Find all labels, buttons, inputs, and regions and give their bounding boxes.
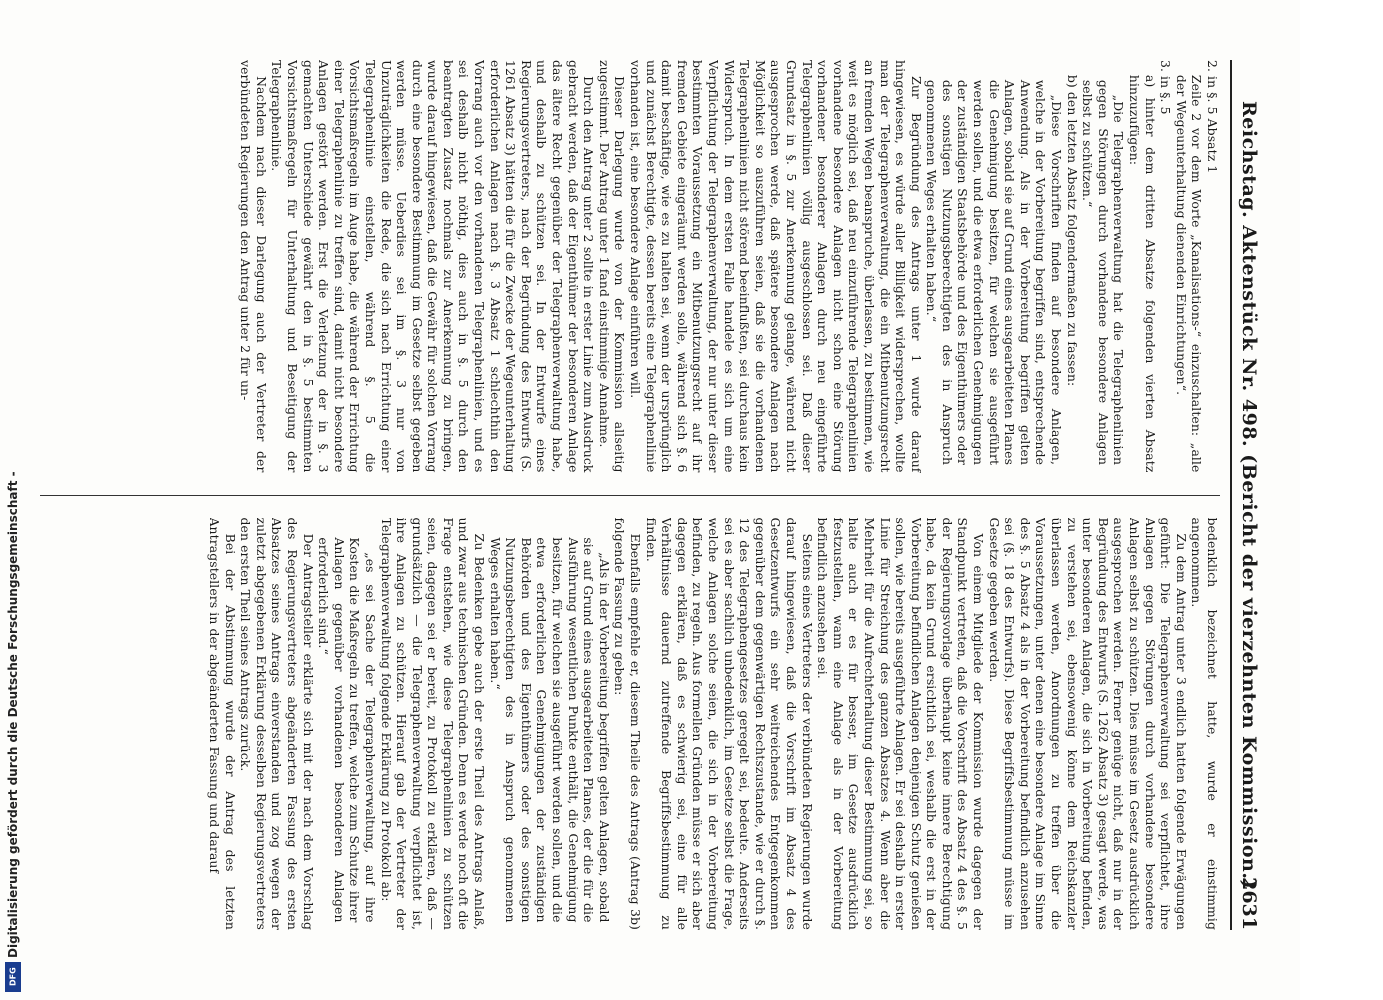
- paragraph: Zu Bedenken gebe auch der erste Theil des Antrags Anlaß, und zwar aus technischen Gründen. Denn es werde noch oft die Frage entstehen, wie diese Telegraphenlinien zu schützen seien, dagegen sei er bereit, zu Protokoll zu erklären, daß — grundsätzlich — die Telegraphenverwaltung verpflichtet ist, ihre Anlagen zu schützen. Hierauf gab der Vertreter der Telegraphenverwaltung folgende Erklärung zu Protokoll ab:: [378, 517, 488, 930]
- paragraph: Ebenfalls empfehle er, diesem Theile des Antrags (Antrag 3b) folgende Fassung zu geben:: [612, 517, 644, 930]
- right-column: [40, 518, 1220, 931]
- digitization-notice: [2, 74, 24, 994]
- dfg-logo: DFG: [5, 962, 21, 992]
- text-columns: [40, 60, 1220, 930]
- paragraph: 3. in §. 5: [1158, 60, 1174, 115]
- paragraph: Zu dem Antrag unter 3 endlich hatten folgende Erwägungen geführt: Die Telegraphenverwaltung sei verpflichtet, ihre Anlagen gegen Störungen durch vorhandene besondere Anlagen selbst zu schützen. Dies müsse im Gesetz ausdrücklich ausgesprochen werden. Ferner genüge nicht, daß nur in der Begründung des Entwurfs (S. 1262 Absatz 3) gesagt werde, was unter besonderen Anlagen, die sich in Vorbereitung befinden, zu verstehen sei, ebensowenig könne dem Reichskanzler überlassen werden, Anordnungen zu treffen über die Voraussetzungen, unter denen eine besondere Anlage im Sinne des §. 5 Absatz 4 als in der Vorbereitung befindlich anzusehen sei (§. 18 des Entwurfs). Diese Begriffsbestimmung müsse im Gesetze gegeben werden.: [986, 517, 1189, 930]
- paragraph: Von einem Mitgliede der Kommission wurde dagegen der Standpunkt vertreten, daß die Vorschrift des Absatz 4 des §. 5 der Regierungsvorlage überhaupt keine innere Berechtigung habe, da kein Grund ersichtlich sei, weshalb die erst in der Vorbereitung befindlichen Anlagen denjenigen Schutz genießen sollen, wie bereits ausgeführte Anlagen. Er sei deshalb in erster Linie für Streichung des ganzen Absatzes 4. Wenn aber die Mehrheit für die Aufrechterhaltung dieser Bestimmung sei, so halte auch er es für besser, im Gesetze ausdrücklich festzustellen, wann eine Anlage als in der Vorbereitung befindlich anzusehen sei.: [815, 517, 987, 930]
- paragraph: a) hinter dem dritten Absatze folgenden vierten Absatz hinzuzufügen:: [1127, 74, 1158, 473]
- paragraph: Dieser Darlegung wurde von der Kommission allseitig zugestimmt. Der Antrag unter 1 fand einstimmige Annahme.: [596, 60, 628, 473]
- paragraph: Zur Begründung des Antrags unter 1 wurde darauf hingewiesen, es würde aller Billigkeit widersprechen, wollte man der Telegraphenverwaltung, die ein Mitbenutzungsrecht an fremden Wegen beanspruche, überlassen, zu bestimmen, wie weit es möglich sei, daß neu einzuführende Telegraphenlinien vorhandene besondere Anlagen nicht schon eine Störung vorhandener besonderer Anlagen durch neu eingeführte Telegraphenlinien völlig ausgeschlossen sei. Daß dieser Grundsatz in §. 5 zur Anerkennung gelange, während nicht ausgesprochen werde, daß spätere besondere Anlagen nach Möglichkeit so auszuführen seien, daß sie die vorhandenen Telegraphenlinien nicht störend beeinflußten, sei durchaus kein Widerspruch. In dem ersten Falle handele es sich um eine Verpflichtung der Telegraphenverwaltung, der nur unter dieser bestimmten Voraussetzung ein Mitbenutzungsrecht auf ihr fremden Gebiete eingeräumt werden solle, während sich §. 6 damit beschäftige, wie es zu halten sei, wenn der ursprünglich und zunächst Berechtigte, dessen bereits eine Telegraphenlinie vorhanden ist, eine besondere Anlage einführen will.: [628, 60, 924, 473]
- paragraph: Seitens eines Vertreters der verbündeten Regierungen wurde darauf hingewiesen, daß die Vorschrift im Absatz 4 des Gesetzentwurfs ein sehr weitreichendes Entgegenkommen gegenüber dem gegenwärtigen Rechtszustande, wie er durch §. 12 des Telegraphengesetzes geregelt sei, bedeute. Anderseits sei es aber sachlich unbedenklich, im Gesetze selbst die Frage, welche Anlagen solche seien, die sich in der Vorbereitung befinden, zu regeln. Aus formellen Gründen müsse er sich aber dagegen erklären, daß es schwierig sei, eine für alle Verhältnisse dauernd zutreffende Begriffsbestimmung zu finden.: [643, 517, 815, 930]
- paragraph: Durch den Antrag unter 2 sollte in erster Linie zum Ausdruck gebracht werden, daß der Eigenthümer der besonderen Anlage das ältere Recht gegenüber der Telegraphenverwaltung habe, und deshalb zu schützen sei. In der Entwurfe eines Regierungsvertreters, nach der Begründung des Entwurfs (S. 1261 Absatz 3) hätten die für die Zwecke der Wegeunterhaltung erforderlichen Anlagen nach §. 3 Absatz 1 schlechthin den Vorrang auch vor den vorhandenen Telegraphenlinien, und es sei deshalb nicht nöthig, dies auch in §. 5 durch den beantragten Zusatz nochmals zur Anerkennung zu bringen, wurde darauf hingewiesen, daß die Gewähr für solchen Vorrang durch eine besondere Bestimmung im Gesetze selbst gegeben werden müsse. Ueberdies sei im §. 3 nur von Unzuträglichkeiten die Rede, die sich nach Errichtung einer Telegraphenlinie einstellen, während §. 5 die Vorsichtsmaßregeln im Auge habe, die während der Errichtung einer Telegraphenlinie zu treffen sind, damit nicht besondere Anlagen gestört werden. Erst die Verletzung der in §. 3 gemachten Unterschiede gewährt den in §. 5 bestimmten Vorsichtsmaßregeln für Unterhaltung und Beseitigung der Telegraphenlinie.: [269, 60, 597, 473]
- column-divider: [40, 495, 1220, 496]
- paragraph: bedenklich bezeichnet hatte, wurde er einstimmig angenommen.: [1189, 517, 1220, 930]
- page-number: 2631: [1238, 877, 1260, 930]
- paragraph: „Als in der Vorbereitung begriffen gelten Anlagen, sobald sie auf Grund eines ausgearbeiteten Planes, der die für die Ausführung wesentlichen Punkte enthält, die Genehmigung besitzen, für welchen sie ausgeführt werden sollen, und die etwa erforderlichen Genehmigungen der zuständigen Behörden und des Eigenthümers oder des sonstigen Nutzungsberechtigten des in Anspruch genommenen Weges erhalten haben.“: [487, 537, 612, 923]
- paragraph: Der Antragsteller erklärte sich mit der nach dem Vorschlag des Regierungsvertreters abgeänderten Fassung des ersten Absatzes seines Antrags einverstanden und zog wegen der zuletzt abgegebenen Erklärung desselben Regierungsvertreters den ersten Theil seines Antrags zurück.: [238, 517, 316, 930]
- page-title: Reichstag. Aktenstück Nr. 498. (Bericht der vierzehnten Kommission.): [1238, 101, 1260, 889]
- paragraph: „Diese Vorschriften finden auf besondere Anlagen, welche in der Vorbereitung begriffen sind, entsprechende Anwendung. Als in der Vorbereitung begriffen gelten Anlagen, sobald sie auf Grund eines ausgearbeiteten Planes die Genehmigung besitzen, für welchen sie ausgeführt werden sollen, und die etwa erforderlichen Genehmigungen der zuständigen Staatsbehörde und des Eigenthümers oder des sonstigen Nutzungsberechtigten des in Anspruch genommenen Weges erhalten haben.“: [924, 79, 1065, 466]
- paragraph: „Die Telegraphenverwaltung hat die Telegraphenlinien gegen Störungen durch vorhandene besondere Anlagen selbst zu schützen.“: [1080, 79, 1127, 466]
- paragraph: 2. in §. 5 Absatz 1: [1205, 60, 1220, 174]
- left-column: [40, 60, 1220, 473]
- paragraph: „es sei Sache der Telegraphenverwaltung, auf ihre Kosten die Maßregeln zu treffen, welche zum Schutze ihrer Anlagen gegenüber vorhandenen besonderen Anlagen erforderlich sind.“: [316, 537, 378, 923]
- paragraph: Nachdem nach dieser Darlegung auch der Vertreter der verbündeten Regierungen den Antrag unter 2 für un-: [238, 60, 269, 473]
- paragraph: Zeile 2 vor dem Worte „Kanalisations-“ einzuschalten: „alle der Wegeunterhaltung dienenden Einrichtungen“.: [1173, 74, 1205, 473]
- paragraph: Bei der Abstimmung wurde der Antrag des letzten Antragstellers in der abgeänderten Fassung und darauf: [207, 517, 238, 930]
- paragraph: b) den letzten Absatz folgendermaßen zu fassen:: [1064, 74, 1080, 387]
- digitization-notice-text: Digitalisierung gefördert durch die Deutsche Forschungsgemeinschaft -: [6, 471, 20, 958]
- page-header: [1230, 60, 1260, 930]
